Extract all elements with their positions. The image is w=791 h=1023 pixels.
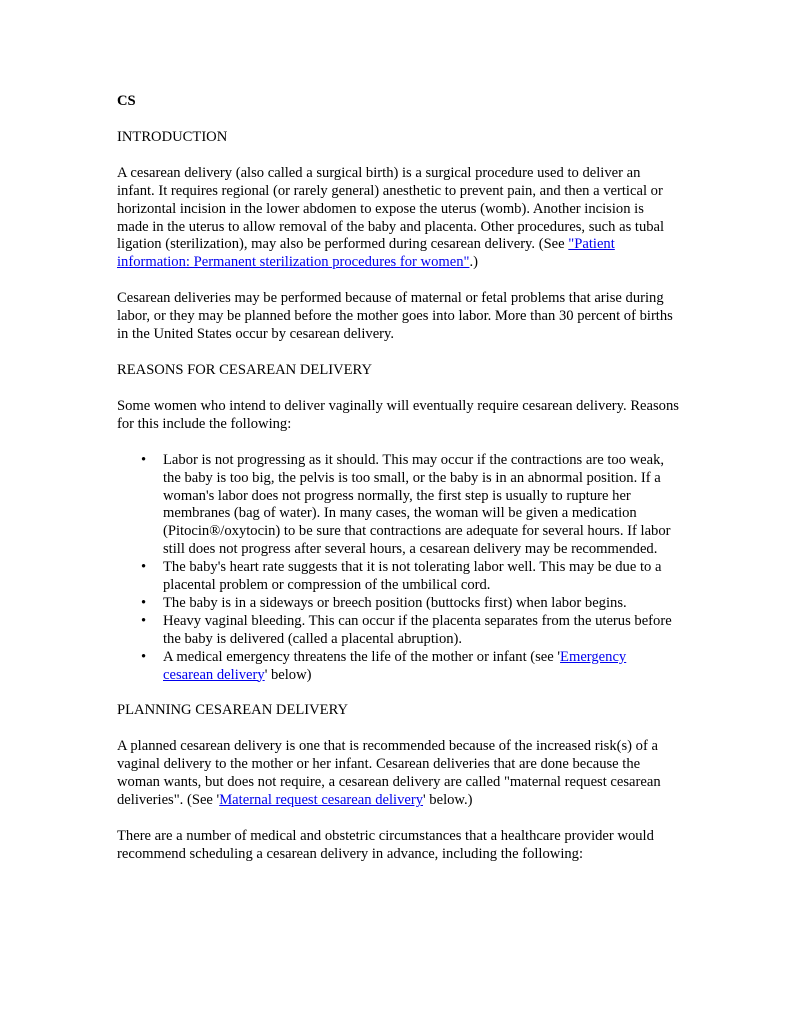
planning-paragraph-1 — [117, 738, 679, 810]
intro-paragraph-2: Cesarean deliveries may be performed because of maternal or fetal problems that arise during labor, or they may be planned before the mother goes into labor. More than 30 percent of births in the United States occur by cesarean delivery. — [117, 290, 673, 343]
list-item-text: Heavy vaginal bleeding. This can occur if the placenta separates from the uterus before the baby is delivered (called a placental abruption). — [163, 612, 672, 647]
list-item — [141, 648, 679, 685]
bullet-icon: • — [141, 451, 147, 468]
intro-paragraph-1-text: A cesarean delivery (also called a surgical birth) is a surgical procedure used to deliver an infant. It requires regional (or rarely general) anesthetic to prevent pain, and then a vertical or horizontal incision in the lower abdomen to expose the uterus (womb). Another incision is made in the uterus to allow removal of the baby and placenta. Other procedures, such as tubal ligation (sterilization), may also be performed during cesarean delivery. (See — [117, 164, 665, 253]
document-title: CS — [117, 93, 136, 109]
list-item — [141, 559, 679, 595]
maternal-request-link[interactable]: Maternal request cesarean delivery — [219, 792, 424, 809]
reasons-intro-paragraph: Some women who intend to deliver vaginally will eventually require cesarean delivery. Reasons for this include the following: — [117, 397, 679, 432]
planning-paragraph-2: There are a number of medical and obstetric circumstances that a healthcare provider would recommend scheduling a cesarean delivery in advance, including the following: — [117, 828, 654, 862]
intro-paragraph-1 — [117, 165, 679, 272]
sterilization-info-link[interactable]: "Patient information: Permanent sterilization procedures for women" — [117, 236, 615, 271]
list-item-text: The baby is in a sideways or breech position (buttocks first) when labor begins. — [163, 594, 627, 611]
bullet-icon: • — [141, 559, 147, 576]
section-heading-introduction: INTRODUCTION — [117, 128, 228, 145]
list-item-text: Labor is not progressing as it should. This may occur if the contractions are too weak, the baby is too big, the pelvis is too small, or the baby is in an abnormal position. If a woman's labor does not progress normally, the first step is usually to rupture her membranes (bag of water). In many cases, the woman will be given a medication (Pitocin®/oxytocin) to be sure that contractions are adequate for several hours. If labor still does not progress after several hours, a cesarean delivery may be recommended. — [163, 451, 671, 558]
bullet-icon: • — [141, 594, 147, 611]
list-item-text-before: A medical emergency threatens the life of the mother or infant (see ' — [163, 648, 561, 665]
list-item-text: The baby's heart rate suggests that it is not tolerating labor well. This may be due to a placental problem or compression of the umbilical cord. — [163, 559, 662, 594]
planning-paragraph-1-text: A planned cesarean delivery is one that is recommended because of the increased risk(s) of a vaginal delivery to the mother or her infant. Cesarean deliveries that are done because the woman wants, but does not require, a cesarean delivery are called "maternal request cesarean deliveries". (See ' — [117, 738, 661, 809]
section-heading-planning: PLANNING CESAREAN DELIVERY — [117, 702, 349, 719]
bullet-icon: • — [141, 612, 147, 629]
intro-paragraph-1-after: .) — [469, 254, 478, 271]
list-item — [141, 612, 679, 649]
list-item — [141, 451, 679, 559]
document-page — [117, 93, 679, 882]
planning-paragraph-1-after: ' below.) — [423, 792, 473, 809]
emergency-cesarean-link[interactable]: Emergency cesarean delivery — [163, 648, 627, 683]
list-item-text-after: ' below) — [264, 666, 312, 683]
section-heading-reasons: REASONS FOR CESAREAN DELIVERY — [117, 361, 373, 378]
bullet-icon: • — [141, 648, 147, 665]
reasons-list — [117, 452, 679, 685]
list-item — [141, 594, 679, 613]
